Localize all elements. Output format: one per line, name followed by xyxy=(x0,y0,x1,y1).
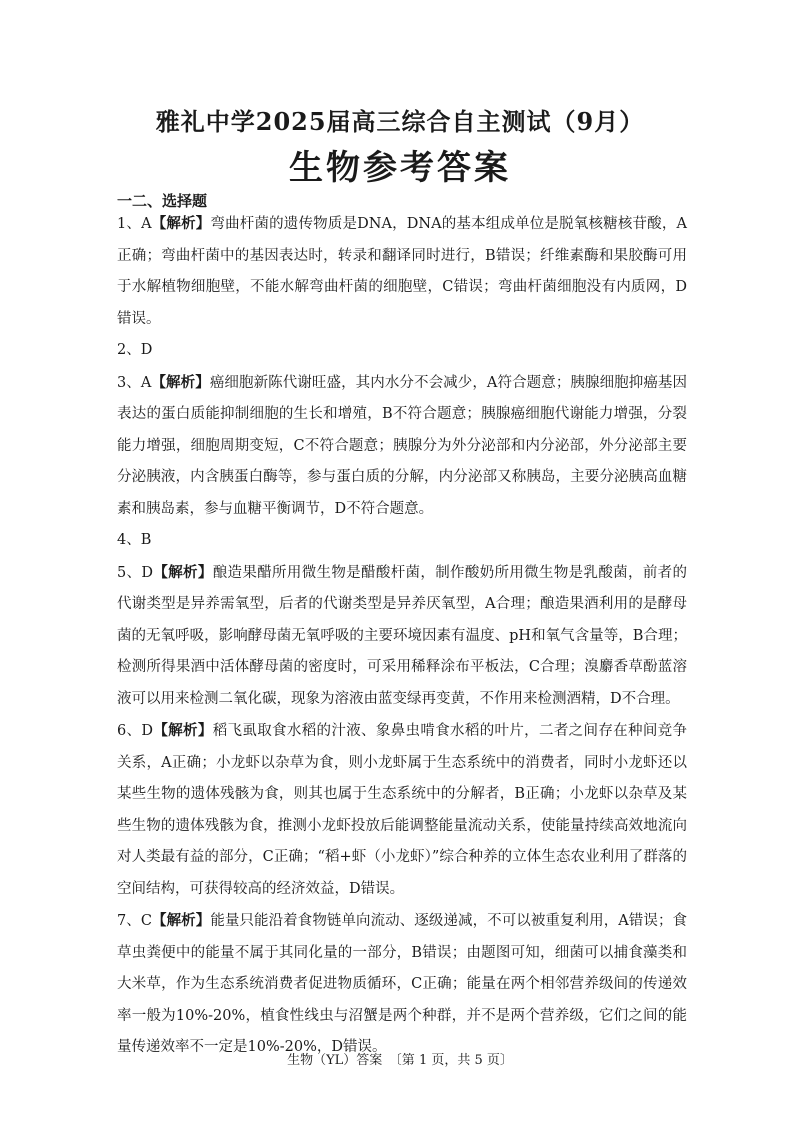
answer-body: 酿造果醋所用微生物是醋酸杆菌，制作酸奶所用微生物是乳酸菌，前者的代谢类型是异养需氧型，后者的代谢类型是异养厌氧型，A合理；酿造果酒利用的是酵母菌的无氧呼吸，影响酵母菌无氧呼吸的主要环境因素有温度、pH和氧气含量等，B合理；检测所得果酒中活体酵母菌的密度时，可采用稀释涂布平板法，C合理；溴麝香草酚蓝溶液可以用来检测二氧化碳，现象为溶液由蓝变绿再变黄，不作用来检测酒精，D不合理。 xyxy=(117,564,688,707)
answer-prefix: 1、A xyxy=(117,216,152,232)
answer-prefix: 6、D xyxy=(117,723,154,739)
answer-item-5 xyxy=(117,557,687,716)
section-heading: 一二、选择题 xyxy=(117,192,208,210)
answer-prefix: 5、D xyxy=(117,564,154,581)
exam-title: 雅礼中学2025届高三综合自主测试（9月） xyxy=(155,107,645,136)
answer-body: 癌细胞新陈代谢旺盛，其内水分不会减少，A符合题意；胰腺细胞抑癌基因表达的蛋白质能抑制细胞的生长和增殖，B不符合题意；胰腺癌细胞代谢能力增强，分裂能力增强，细胞周期变短，C不符合题意；胰腺分为外分泌部和内分泌部，外分泌部主要分泌胰液，内含胰蛋白酶等，参与蛋白质的分解，内分泌部又称胰岛，主要分泌胰高血糖素和胰岛素，参与血糖平衡调节，D不符合题意。 xyxy=(117,374,688,517)
answer-prefix: 3、A xyxy=(117,374,152,391)
answer-item-6 xyxy=(117,715,687,905)
answer-item-4 xyxy=(117,525,687,557)
analysis-tag: 【解析】 xyxy=(151,912,211,929)
answer-prefix: 7、C xyxy=(117,913,152,929)
answer-body: 稻飞虱取食水稻的汁液、象鼻虫啃食水稻的叶片，二者之间存在种间竞争关系，A正确；小龙虾以杂草为食，则小龙虾属于生态系统中的消费者，同时小龙虾还以某些生物的遗体残骸为食，则其也属于生态系统中的分解者，B正确；小龙虾以杂草及某些生物的遗体残骸为食，推测小龙虾投放后能调整能量流动关系，使能量持续高效地流向对人类最有益的部分，C正确；“稻+虾（小龙虾）”综合种养的立体生态农业利用了群落的空间结构，可获得较高的经济效益，D错误。 xyxy=(117,723,688,897)
answer-list xyxy=(117,208,687,1064)
analysis-tag: 【解析】 xyxy=(153,722,213,739)
answer-item-1 xyxy=(117,208,687,335)
answer-prefix: 2、D xyxy=(117,342,153,358)
answer-item-7 xyxy=(117,905,687,1064)
answer-body: 弯曲杆菌的遗传物质是DNA，DNA的基本组成单位是脱氧核糖核苷酸，A正确；弯曲杆菌中的基因表达时，转录和翻译同时进行，B错误；纤维素酶和果胶酶可用于水解植物细胞壁，不能水解弯曲杆菌的细胞壁，C错误；弯曲杆菌细胞没有内质网，D错误。 xyxy=(117,216,687,327)
answer-body: 能量只能沿着食物链单向流动、逐级递减，不可以被重复利用，A错误；食草虫粪便中的能量不属于其同化量的一部分，B错误；由题图可知，细菌可以捕食藻类和大米草，作为生态系统消费者促进物质循环，C正确；能量在两个相邻营养级间的传递效率一般为10%-20%，植食性线虫与沼蟹是两个种群，并不是两个营养级，它们之间的能量传递效率不一定是10%-20%，D错误。 xyxy=(117,913,688,1055)
analysis-tag: 【解析】 xyxy=(153,563,213,581)
page-title: 生物参考答案 xyxy=(289,148,511,188)
answer-item-2 xyxy=(117,335,687,367)
answer-item-3 xyxy=(117,367,687,526)
analysis-tag: 【解析】 xyxy=(151,215,211,232)
page-footer: 生物（YL）答案 〔第 1 页，共 5 页〕 xyxy=(287,1053,513,1068)
answer-prefix: 4、B xyxy=(117,532,152,548)
analysis-tag: 【解析】 xyxy=(151,373,210,391)
